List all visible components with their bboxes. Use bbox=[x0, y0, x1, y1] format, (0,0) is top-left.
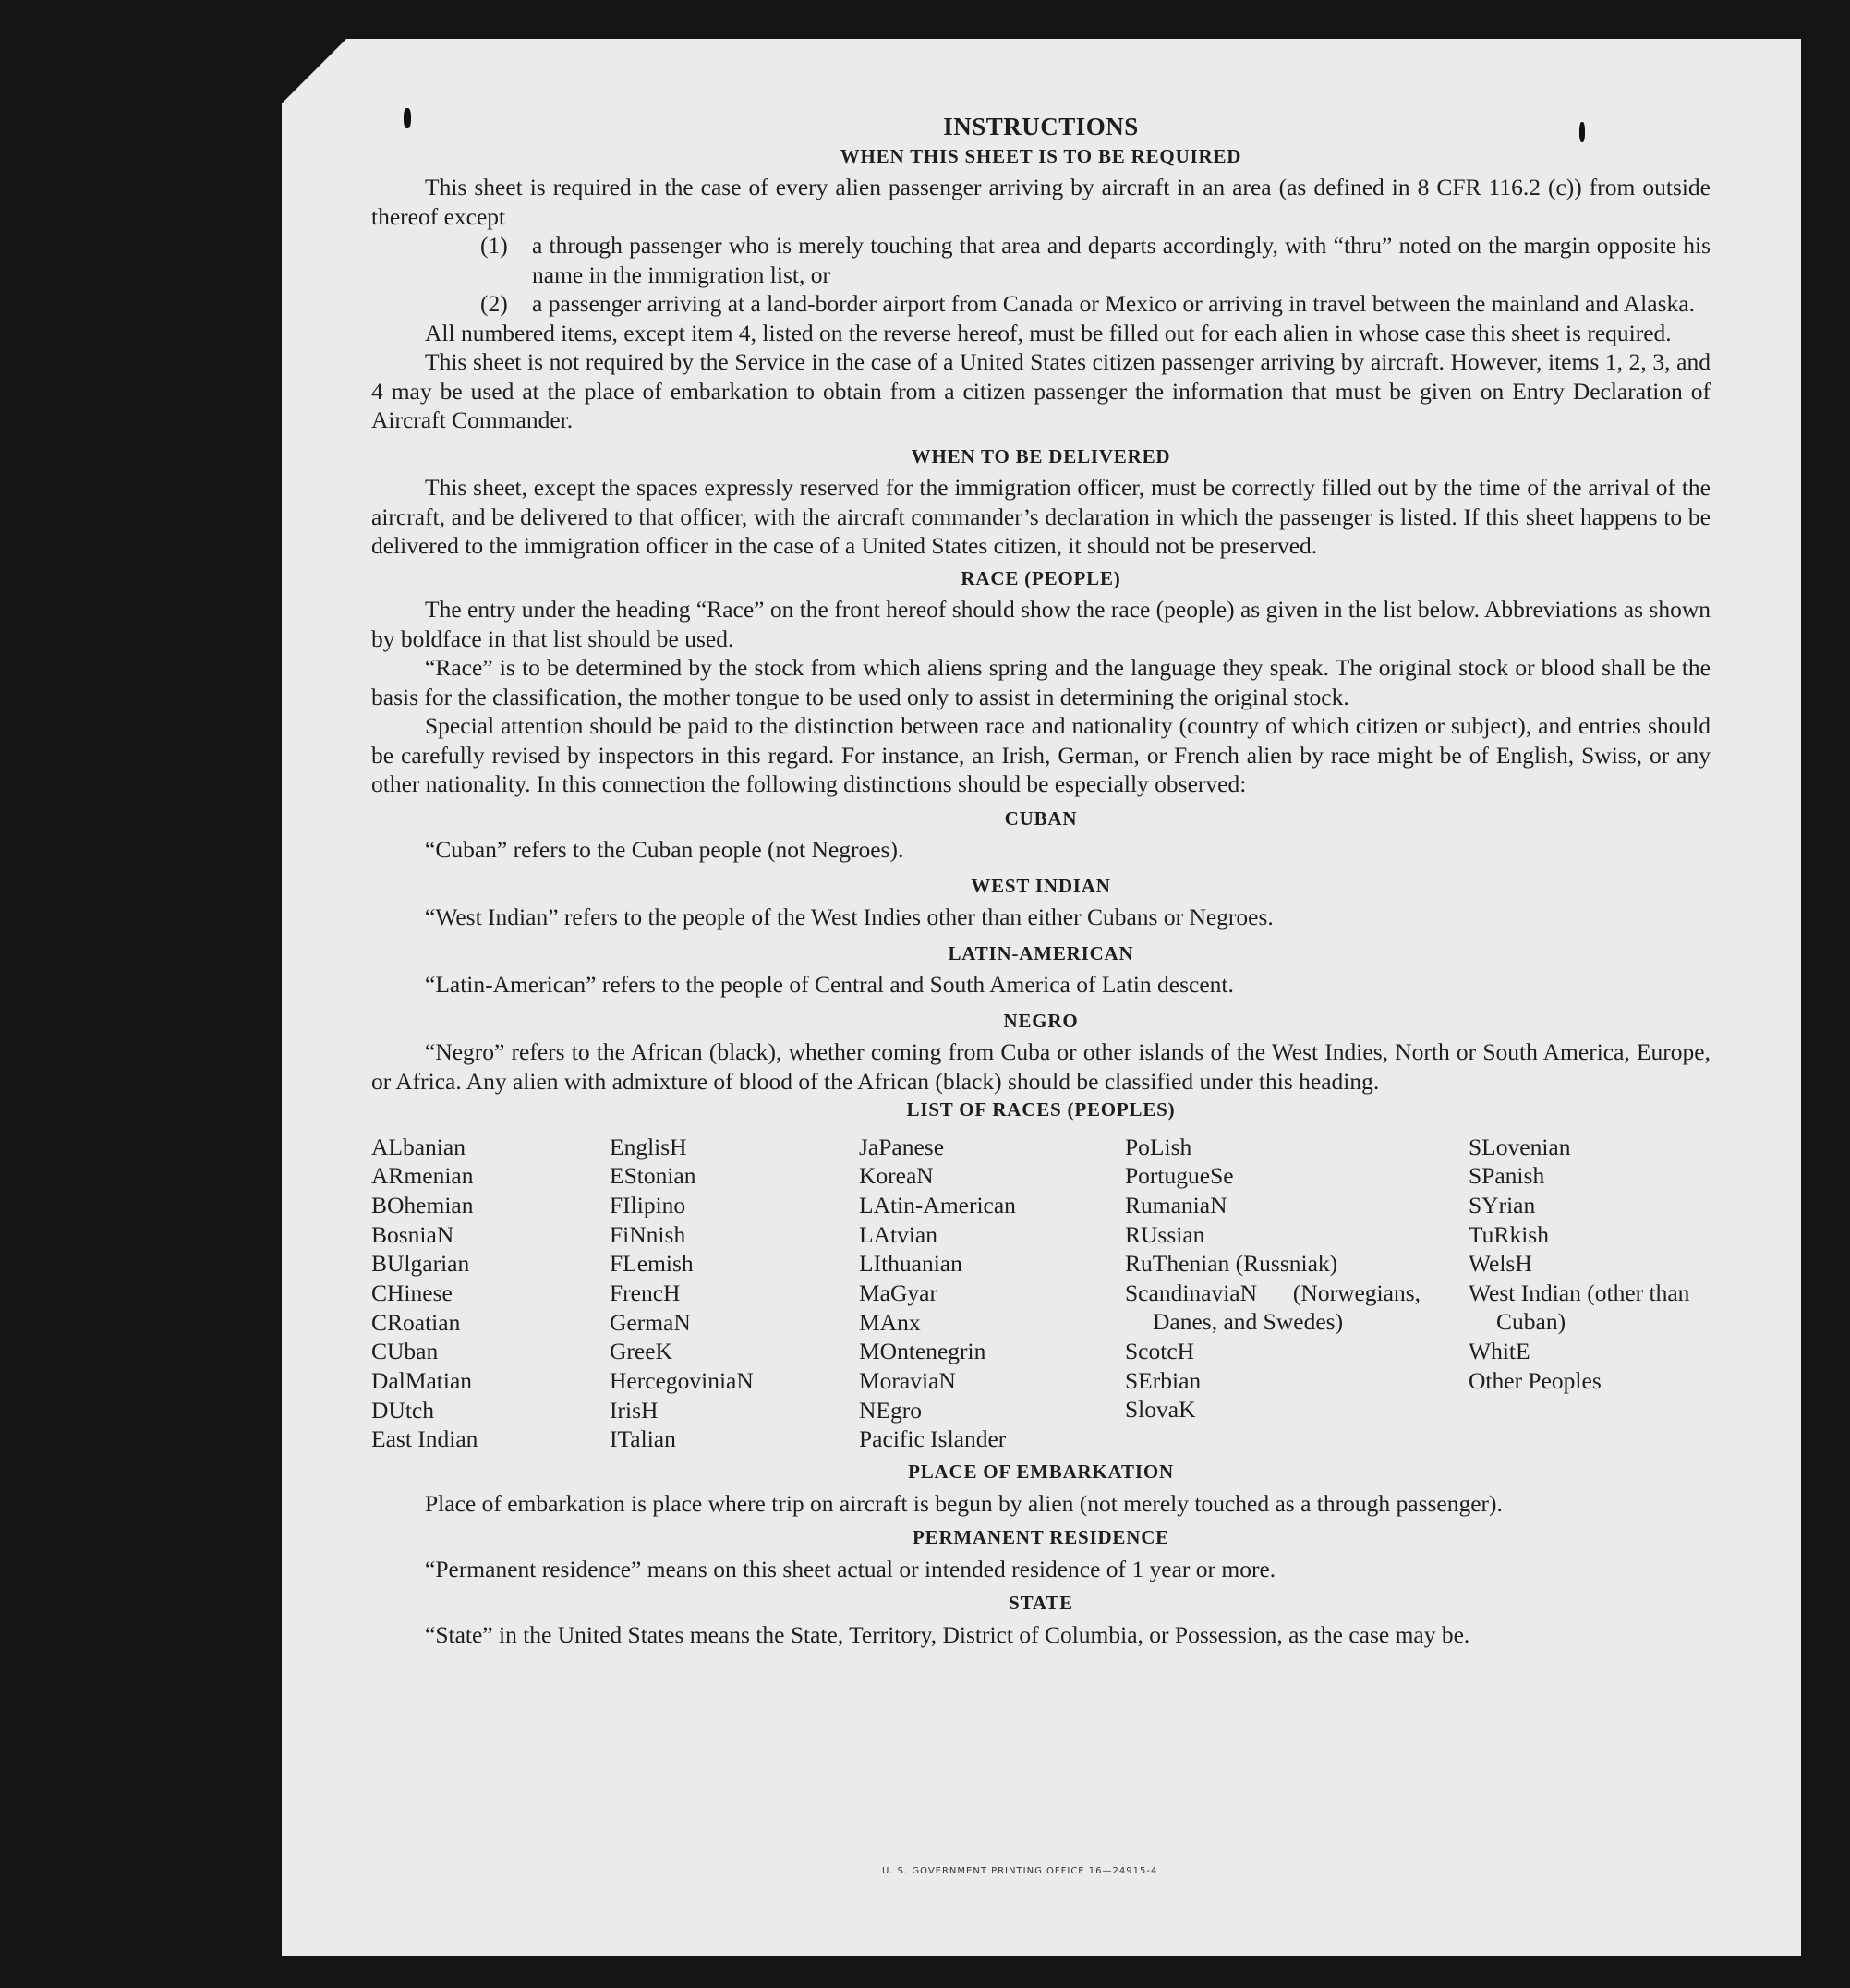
printer-imprint: U. S. GOVERNMENT PRINTING OFFICE 16—24915-4 bbox=[882, 1866, 1158, 1876]
race-para-1: The entry under the heading “Race” on the front hereof should show the race (people) as given in the list below. Abbreviations as shown by boldface in that list should be used. bbox=[371, 596, 1711, 652]
race-entry: SErbian bbox=[1125, 1366, 1202, 1394]
heading-race: RACE (PEOPLE) bbox=[961, 566, 1121, 589]
delivered-text: This sheet, except the spaces expressly reserved for the immigration officer, must be correctly filled out by the time of the arrival of the aircraft, and be delivered to that officer, with the aircraft commander’s declaration in which the passenger is listed. If this sheet happens to be delivered to the immigration officer in the case of a United States citizen, it should not be preserved. bbox=[371, 474, 1711, 559]
race-entry: Other Peoples bbox=[1469, 1366, 1602, 1394]
race-entry: IrisH bbox=[610, 1396, 659, 1424]
required-para-2: All numbered items, except item 4, listed on the reverse hereof, must be filled out for each alien in whose case this sheet is required. bbox=[425, 319, 1672, 346]
race-para-3: Special attention should be paid to the distinction between race and nationality (country of which citizen or subject), and entries should be carefully revised by inspectors in this regard. For instance, an Irish, German, or French alien by race might be of English, Swiss, or any other nationality. In this connection the following distinctions should be especially observed: bbox=[371, 712, 1711, 797]
race-entry: WelsH bbox=[1469, 1250, 1532, 1278]
race-entry: FIlipino bbox=[610, 1191, 686, 1218]
item-text: a passenger arriving at a land-border airport from Canada or Mexico or arriving in travel between the mainland and Alaska. bbox=[532, 290, 1695, 317]
race-entry: ScotcH bbox=[1125, 1337, 1195, 1364]
race-entry: ScandinaviaN (Norwegians, Danes, and Swedes) bbox=[1125, 1279, 1421, 1336]
race-entry: EStonian bbox=[610, 1162, 696, 1190]
race-entry: SPanish bbox=[1469, 1162, 1545, 1190]
race-entry: EnglisH bbox=[610, 1133, 687, 1160]
race-entry: SlovaK bbox=[1125, 1396, 1196, 1424]
race-entry: MaGyar bbox=[859, 1279, 937, 1306]
race-entry: Pacific Islander bbox=[859, 1425, 1007, 1453]
race-entry: ALbanian bbox=[371, 1133, 466, 1160]
race-entry: PortugueSe bbox=[1125, 1162, 1234, 1190]
item-text: a through passenger who is merely touching that area and departs accordingly, with “thru” noted on the margin opposite his name in the immigration list, or bbox=[532, 232, 1711, 288]
document-page bbox=[282, 39, 1801, 1956]
race-entry: DUtch bbox=[371, 1396, 434, 1424]
race-entry: FrencH bbox=[610, 1279, 681, 1306]
race-entry: West Indian (other than Cuban) bbox=[1469, 1279, 1690, 1336]
race-entry: LAtin-American bbox=[859, 1191, 1016, 1218]
residence-text: “Permanent residence” means on this sheet actual or intended residence of 1 year or more. bbox=[425, 1555, 1276, 1582]
heading-required: WHEN THIS SHEET IS TO BE REQUIRED bbox=[840, 144, 1242, 167]
race-entry: TuRkish bbox=[1469, 1220, 1549, 1248]
race-entry: East Indian bbox=[371, 1425, 478, 1453]
negro-text: “Negro” refers to the African (black), whether coming from Cuba or other islands of the West Indies, North or South America, Europe, or Africa. Any alien with admixture of blood of the African (black) should be classified under this heading. bbox=[371, 1038, 1711, 1095]
race-entry: ARmenian bbox=[371, 1162, 474, 1190]
race-entry: RUssian bbox=[1125, 1220, 1205, 1248]
race-entry: BosniaN bbox=[371, 1220, 454, 1248]
race-entry: CRoatian bbox=[371, 1308, 461, 1336]
race-entry: CHinese bbox=[371, 1279, 453, 1306]
races-column bbox=[610, 1133, 859, 1455]
heading-delivered: WHEN TO BE DELIVERED bbox=[911, 444, 1171, 467]
state-text: “State” in the United States means the State, Territory, District of Columbia, or Possession, as the case may be. bbox=[425, 1620, 1470, 1648]
required-para-3: This sheet is not required by the Service in the case of a United States citizen passenger arriving by aircraft. However, items 1, 2, 3, and 4 may be used at the place of embarkation to obtain from a citizen passenger the information that must be given on Entry Declaration of Aircraft Commander. bbox=[371, 348, 1711, 433]
race-entry: JaPanese bbox=[859, 1133, 945, 1160]
heading-list-of-races: LIST OF RACES (PEOPLES) bbox=[906, 1098, 1176, 1121]
races-column bbox=[1125, 1133, 1469, 1455]
race-para-2: “Race” is to be determined by the stock from which aliens spring and the language they speak. The original stock or blood shall be the basis for the classification, the mother tongue to be used only to assist in determining the original stock. bbox=[371, 654, 1711, 710]
cuban-text: “Cuban” refers to the Cuban people (not Negroes). bbox=[425, 836, 904, 863]
west-indian-text: “West Indian” refers to the people of the West Indies other than either Cubans or Negroes. bbox=[425, 903, 1274, 930]
race-entry: GreeK bbox=[610, 1338, 672, 1365]
required-intro: This sheet is required in the case of every alien passenger arriving by aircraft in an area (as defined in 8 CFR 116.2 (c)) from outside thereof except bbox=[371, 174, 1711, 230]
heading-residence: PERMANENT RESIDENCE bbox=[913, 1526, 1169, 1549]
race-entry: BOhemian bbox=[371, 1191, 474, 1218]
race-entry: FLemish bbox=[610, 1250, 694, 1278]
race-entry: GermaN bbox=[610, 1308, 691, 1336]
race-entry: ITalian bbox=[610, 1425, 676, 1453]
race-entry: MOntenegrin bbox=[859, 1338, 986, 1365]
race-entry: RumaniaN bbox=[1125, 1191, 1227, 1218]
race-entry: NEgro bbox=[859, 1396, 922, 1424]
folded-corner bbox=[282, 39, 346, 103]
races-column bbox=[371, 1133, 610, 1455]
heading-west-indian: WEST INDIAN bbox=[971, 874, 1111, 897]
race-entry: PoLish bbox=[1125, 1133, 1192, 1160]
race-entry: WhitE bbox=[1469, 1337, 1530, 1364]
heading-cuban: CUBAN bbox=[1004, 806, 1078, 830]
races-table bbox=[371, 1133, 1711, 1455]
race-entry: SLovenian bbox=[1469, 1133, 1571, 1160]
race-entry: FiNnish bbox=[610, 1220, 686, 1248]
race-entry: HercegoviniaN bbox=[610, 1367, 754, 1394]
heading-state: STATE bbox=[1009, 1592, 1073, 1615]
item-number: (2) bbox=[480, 290, 508, 317]
exception-item-1 bbox=[371, 231, 1711, 289]
race-entry: MAnx bbox=[859, 1308, 921, 1336]
races-column bbox=[859, 1133, 1125, 1455]
heading-latin-american: LATIN-AMERICAN bbox=[948, 941, 1134, 964]
embarkation-text: Place of embarkation is place where trip on aircraft is begun by alien (not merely touched as a through passenger). bbox=[425, 1489, 1503, 1517]
exception-item-2 bbox=[371, 289, 1711, 319]
races-column bbox=[1469, 1133, 1711, 1455]
heading-negro: NEGRO bbox=[1003, 1009, 1079, 1032]
race-entry: SYrian bbox=[1469, 1191, 1536, 1218]
instructions-body bbox=[371, 113, 1711, 1649]
heading-embarkation: PLACE OF EMBARKATION bbox=[908, 1461, 1174, 1484]
race-entry: BUlgarian bbox=[371, 1250, 470, 1278]
race-entry: DalMatian bbox=[371, 1367, 473, 1394]
race-entry: LAtvian bbox=[859, 1220, 937, 1248]
race-entry: LIthuanian bbox=[859, 1250, 962, 1278]
race-entry: MoraviaN bbox=[859, 1367, 956, 1394]
page-title: INSTRUCTIONS bbox=[943, 113, 1139, 140]
item-number: (1) bbox=[480, 232, 508, 259]
race-entry: RuThenian (Russniak) bbox=[1125, 1250, 1338, 1278]
latin-american-text: “Latin-American” refers to the people of Central and South America of Latin descent. bbox=[425, 971, 1234, 998]
race-entry: CUban bbox=[371, 1338, 439, 1365]
race-entry: KoreaN bbox=[859, 1162, 934, 1190]
